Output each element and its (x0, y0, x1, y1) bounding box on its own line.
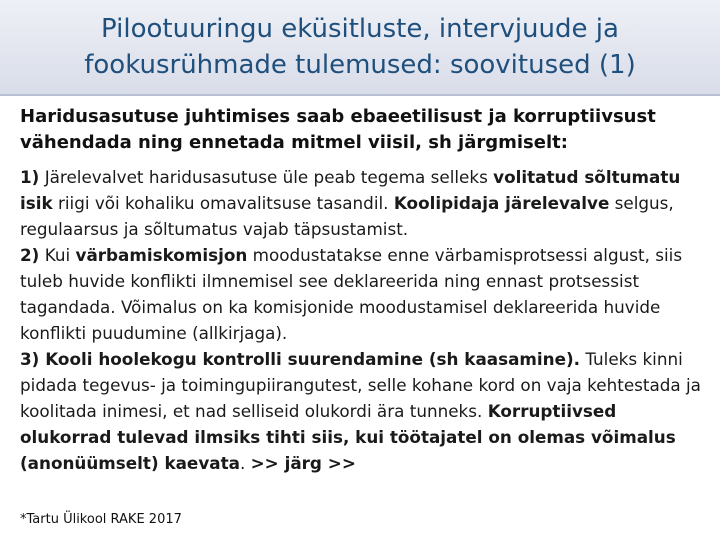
recommendation-2-number: 2) (20, 245, 40, 265)
recommendation-3-number: 3) (20, 349, 40, 369)
intro-line-1: Haridusasutuse juhtimises saab ebaeetilisust ja korruptiivsust (20, 106, 656, 127)
recommendation-3-bold-b: Korruptiivsed olukorrad tulevad ilmsiks tihti siis, kui töötajatel on olemas võimalus (anonüümselt) kaevata (20, 401, 676, 473)
intro-line-2: vähendada ning ennetada mitmel viisil, sh järgmiselt: (20, 132, 568, 153)
slide-title (0, 0, 720, 96)
recommendation-2 (20, 242, 710, 346)
recommendation-2-text-b: moodustatakse enne värbamisprotsessi algust, siis tuleb huvide konflikti ilmnemisel see deklareerida ning ennast protsessist tagandada. Võimalus on ka komisjonide moodustamisel deklareerida huvide konflikti puudumine (allkirjaga). (20, 245, 683, 343)
slide-title-line-2: fookusrühmade tulemused: soovitused (1) (84, 50, 636, 80)
slide-title-line-1: Pilootuuringu eküsitluste, intervjuude ja (101, 14, 619, 44)
slide-body (20, 104, 710, 476)
recommendation-1-bold-b: Koolipidaja järelevalve (393, 193, 610, 213)
recommendation-1 (20, 164, 710, 242)
recommendation-1-number: 1) (20, 167, 40, 187)
intro-text (20, 104, 710, 156)
continue-marker: >> järg >> (250, 453, 356, 473)
recommendation-1-text-b: riigi või kohaliku omavalitsuse tasandil. (52, 193, 394, 213)
recommendation-3-bold-a: Kooli hoolekogu kontrolli suurendamine (sh kaasamine). (39, 349, 581, 369)
recommendation-3-text-b: . (239, 453, 251, 473)
source-footnote: *Tartu Ülikool RAKE 2017 (20, 512, 182, 527)
recommendation-2-text-a: Kui (39, 245, 76, 265)
recommendation-3-text-a: Tuleks kinni pidada tegevus- ja toimingupiirangutest, selle kohane kord on vaja kehtestada ja koolitada inimesi, et nad selliseid olukordi ära tunneks. (20, 349, 701, 421)
recommendation-1-bold-a: volitatud sõltumatu isik (20, 167, 681, 213)
recommendation-2-bold-a: värbamiskomisjon (75, 245, 248, 265)
recommendation-3 (20, 346, 710, 476)
recommendation-list (20, 164, 710, 476)
recommendation-1-text-a: Järelevalvet haridusasutuse üle peab tegema selleks (39, 167, 494, 187)
recommendation-1-text-c: selgus, regulaarsus ja sõltumatus vajab täpsustamist. (20, 193, 674, 239)
